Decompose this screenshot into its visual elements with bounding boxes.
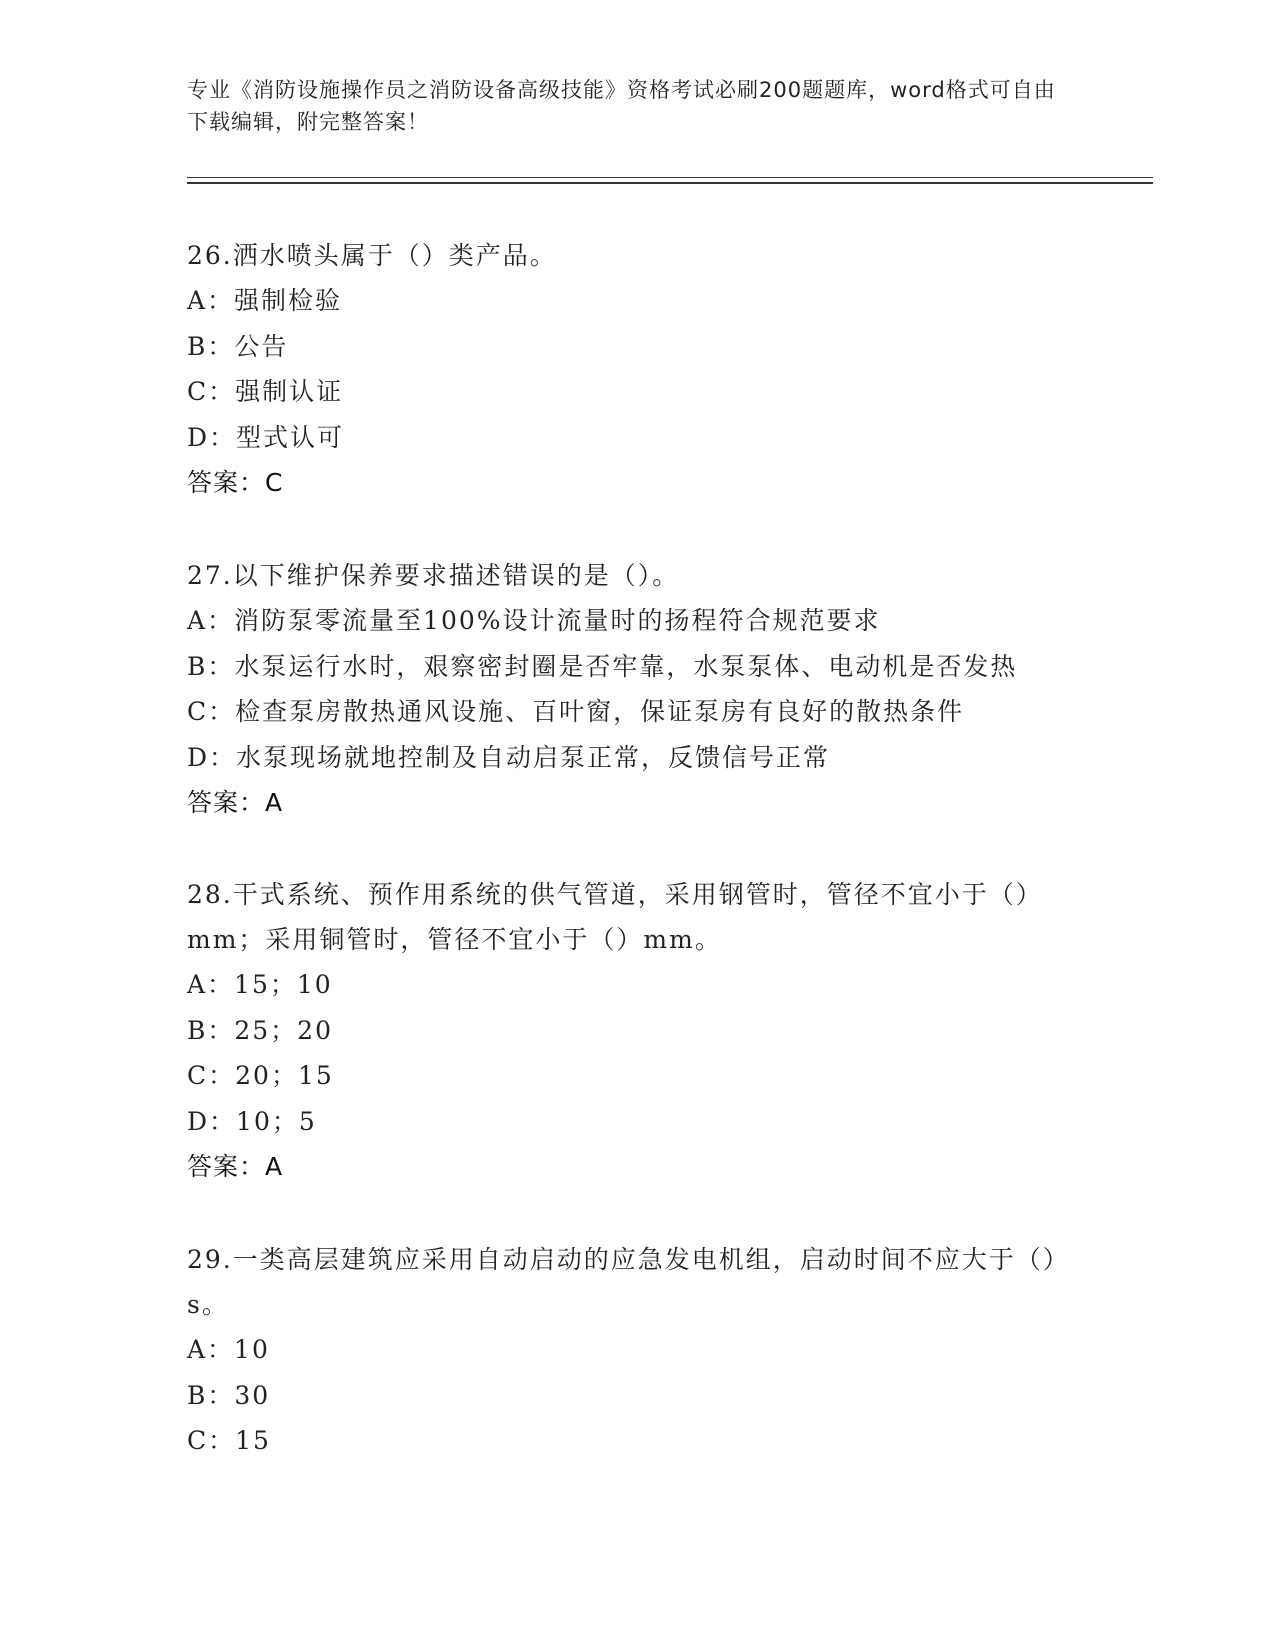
- question-stem: 28.干式系统、预作用系统的供气管道，采用钢管时，管径不宜小于（）mm；采用铜管时，管径不宜小于（）mm。: [187, 880, 1043, 954]
- option-b: B：30: [187, 1380, 271, 1410]
- option-b: B：水泵运行水时，艰察密封圈是否牢靠，水泵泵体、电动机是否发热: [187, 651, 1018, 681]
- question-stem: 29.一类高层建筑应采用自动启动的应急发电机组，启动时间不应大于（）s。: [187, 1245, 1070, 1319]
- header-divider-thin: [187, 177, 1153, 178]
- question-27: [187, 553, 1087, 825]
- answer-line: 答案：A: [187, 788, 284, 817]
- option-c: C：20；15: [187, 1061, 334, 1090]
- option-a: A：15；10: [187, 970, 333, 999]
- question-26: [187, 233, 1087, 505]
- question-stem: 27.以下维护保养要求描述错误的是（）。: [187, 561, 680, 590]
- option-d: D：水泵现场就地控制及自动启泵正常，反馈信号正常: [187, 742, 831, 772]
- option-c: C：强制认证: [187, 377, 344, 406]
- answer-line: 答案：C: [187, 468, 284, 497]
- option-a: A：10: [187, 1335, 270, 1364]
- option-a: A：强制检验: [187, 286, 343, 315]
- option-c: C：检查泵房散热通风设施、百叶窗，保证泵房有良好的散热条件: [187, 697, 965, 726]
- question-stem: 26.洒水喷头属于（）类产品。: [187, 241, 557, 270]
- option-b: B：25；20: [187, 1015, 333, 1045]
- header-divider-thick: [187, 182, 1153, 184]
- document-header: 专业《消防设施操作员之消防设备高级技能》资格考试必刷200题题库，word格式可自由下载编辑，附完整答案！: [187, 78, 1056, 134]
- option-c: C：15: [187, 1426, 271, 1455]
- question-29: [187, 1237, 1087, 1464]
- option-d: D：型式认可: [187, 422, 345, 452]
- option-a: A：消防泵零流量至100%设计流量时的扬程符合规范要求: [187, 606, 881, 635]
- option-b: B：公告: [187, 331, 289, 361]
- answer-line: 答案：A: [187, 1152, 284, 1181]
- question-28: [187, 872, 1087, 1189]
- option-d: D：10；5: [187, 1106, 317, 1136]
